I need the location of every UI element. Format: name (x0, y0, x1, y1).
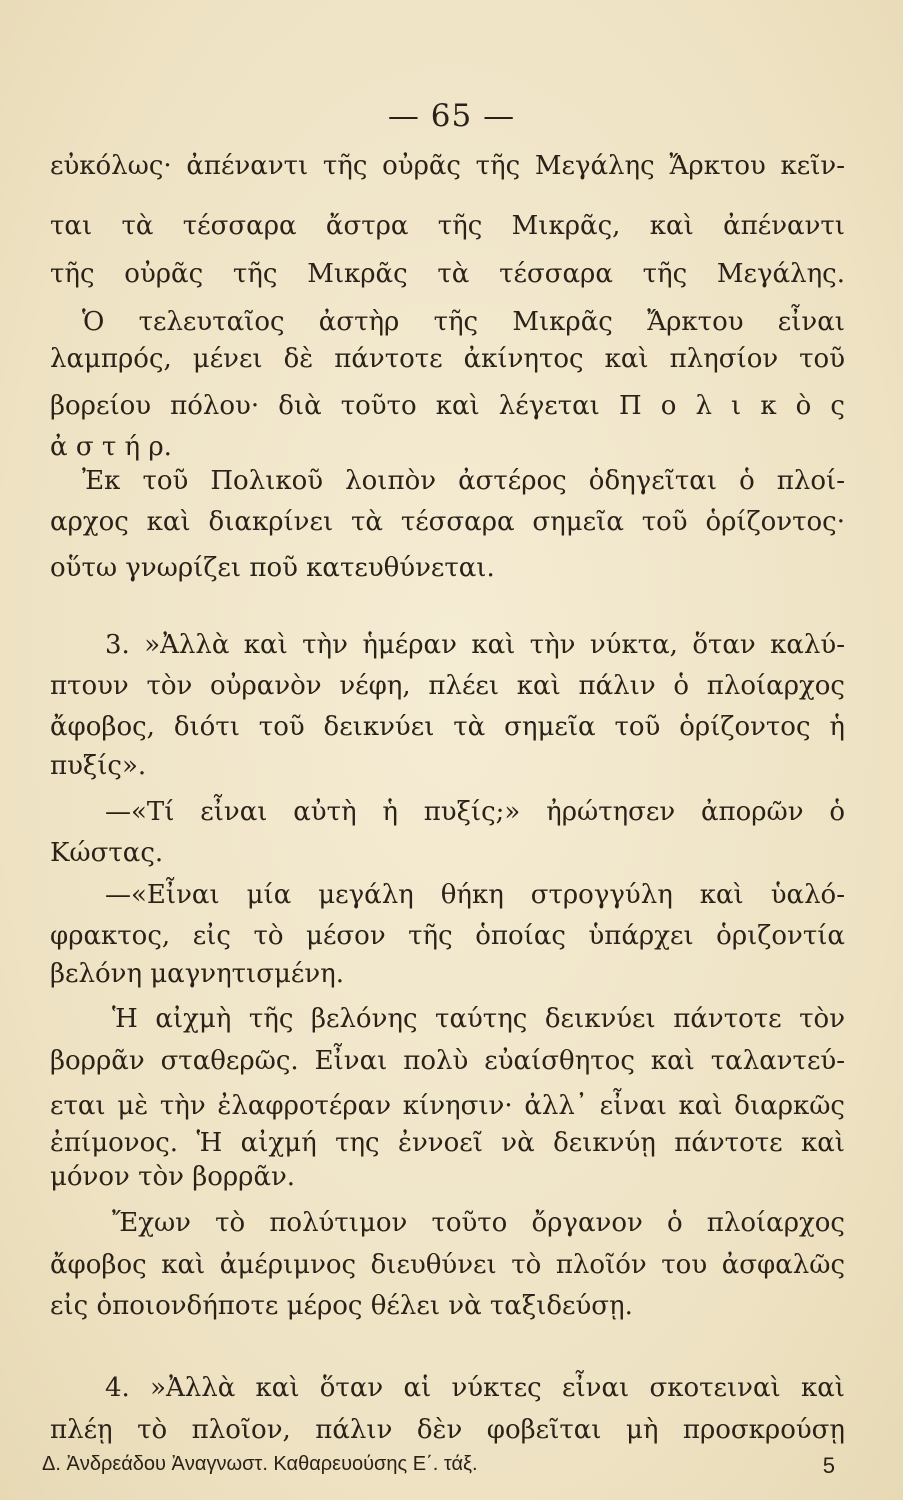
text-line: φρακτος, εἰς τὸ μέσον τῆς ὁποίας ὑπάρχει ὁριζοντία (50, 921, 845, 951)
page-number: — 65 — (387, 98, 516, 134)
text-line: τῆς οὐρᾶς τῆς Μικρᾶς τὰ τέσσαρα τῆς Μεγάλης. (50, 259, 845, 289)
text-line: λαμπρός, μένει δὲ πάντοτε ἀκίνητος καὶ πλησίον τοῦ (50, 344, 845, 374)
text-line: βορρᾶν σταθερῶς. Εἶναι πολὺ εὐαίσθητος καὶ ταλαντεύ- (50, 1046, 845, 1076)
footer-text: Δ. Ἀνδρεάδου Ἀναγνωστ. Καθαρευούσης Ε΄. τάξ. (42, 1453, 478, 1475)
text-line: —«Εἶναι μία μεγάλη θήκη στρογγύλη καὶ ὑαλό- (105, 880, 845, 910)
text-line: Ἡ αἰχμὴ τῆς βελόνης ταύτης δεικνύει πάντοτε τὸν (112, 1004, 845, 1034)
text-line: πυξίς». (50, 751, 147, 781)
text-line: βελόνη μαγνητισμένη. (50, 959, 344, 989)
text-line: βορείου πόλου· διὰ τοῦτο καὶ λέγεται Π ο λ ι κ ὸ ς (50, 391, 845, 421)
text-line: Ὁ τελευταῖος ἀστὴρ τῆς Μικρᾶς Ἄρκτου εἶναι (82, 307, 845, 337)
text-line: ἄφοβος καὶ ἀμέριμνος διευθύνει τὸ πλοῖόν του ἀσφαλῶς (50, 1250, 845, 1280)
signature-mark: 5 (822, 1453, 835, 1478)
text-line: ἄφοβος, διότι τοῦ δεικνύει τὰ σημεῖα τοῦ ὁρίζοντος ἡ (50, 712, 845, 742)
text-line: αρχος καὶ διακρίνει τὰ τέσσαρα σημεῖα τοῦ ὁρίζοντος· (50, 507, 845, 537)
text-line: πλέῃ τὸ πλοῖον, πάλιν δὲν φοβεῖται μὴ προσκρούσῃ (50, 1415, 845, 1445)
text-line: εὐκόλως· ἀπέναντι τῆς οὐρᾶς τῆς Μεγάλης Ἄρκτου κεῖν- (50, 151, 845, 181)
text-line: ἀ σ τ ή ρ. (50, 432, 172, 462)
text-line: —«Τί εἶναι αὐτὴ ἡ πυξίς;» ἠρώτησεν ἀπορῶν ὁ (105, 797, 845, 827)
text-line: 4. »Ἀλλὰ καὶ ὅταν αἱ νύκτες εἶναι σκοτειναὶ καὶ (105, 1373, 845, 1403)
text-line: Κώστας. (50, 838, 164, 868)
text-line: ται τὰ τέσσαρα ἄστρα τῆς Μικρᾶς, καὶ ἀπέναντι (50, 211, 845, 241)
footer (42, 1453, 835, 1476)
text-line: πτουν τὸν οὐρανὸν νέφη, πλέει καὶ πάλιν ὁ πλοίαρχος (50, 671, 845, 701)
text-line: οὕτω γνωρίζει ποῦ κατευθύνεται. (50, 553, 495, 583)
text-line: Ἔχων τὸ πολύτιμον τοῦτο ὄργανον ὁ πλοίαρχος (112, 1208, 845, 1238)
text-line: Ἐκ τοῦ Πολικοῦ λοιπὸν ἀστέρος ὁδηγεῖται ὁ πλοί- (82, 466, 845, 496)
text-line: εται μὲ τὴν ἐλαφροτέραν κίνησιν· ἀλλ᾿ εἶναι καὶ διαρκῶς (50, 1091, 845, 1121)
text-line: εἰς ὁποιονδήποτε μέρος θέλει νὰ ταξιδεύσῃ. (50, 1291, 633, 1321)
text-line: ἐπίμονος. Ἡ αἰχμή της ἐννοεῖ νὰ δεικνύῃ πάντοτε καὶ (50, 1128, 845, 1158)
text-line: μόνον τὸν βορρᾶν. (50, 1162, 296, 1192)
text-line: 3. »Ἀλλὰ καὶ τὴν ἡμέραν καὶ τὴν νύκτα, ὅταν καλύ- (105, 630, 845, 660)
